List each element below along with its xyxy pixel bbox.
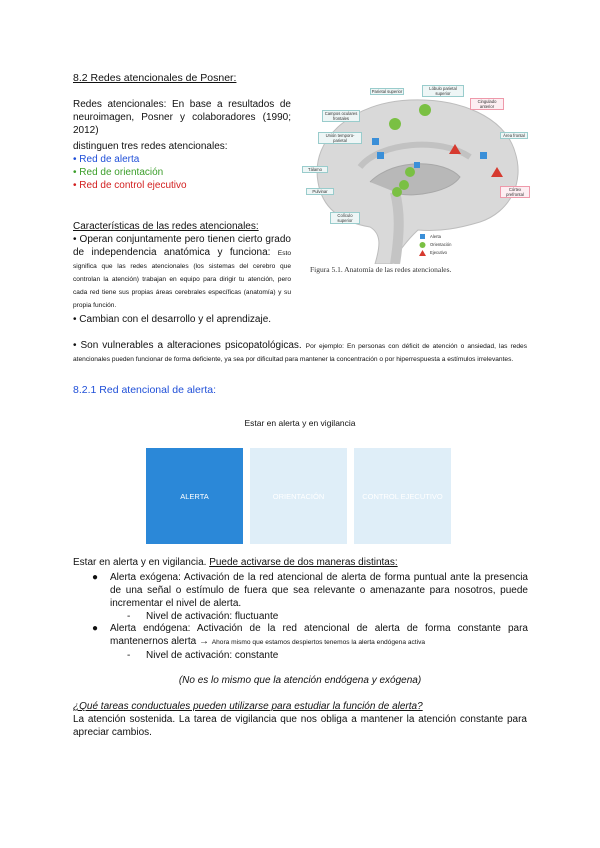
box-alerta: ALERTA (146, 448, 243, 544)
exogena-level: Nivel de activación: fluctuante (146, 611, 279, 622)
label-cortex-prefrontal: Córtex prefrontal (500, 186, 530, 198)
characteristics-item-3-note: Por ejemplo: En personas con déficit de atención o ansiedad, las redes atencionales pueden funcionar de forma deficiente, ya sea por dificultad para mantener la concentración o por hiperrespuesta a estímulos irrelevantes. (73, 343, 527, 363)
label-coliculo: Colículo superior (330, 212, 360, 224)
alerta-marker (414, 162, 420, 168)
network-orientacion: • Red de orientación (73, 167, 164, 178)
body-lead-underlined: Puede activarse de dos maneras distintas: (209, 557, 398, 568)
body-lead (73, 556, 398, 569)
label-parietal-superior: Parietal superior (371, 89, 403, 94)
subsection-title: 8.2.1 Red atencional de alerta: (73, 384, 217, 396)
legend-ejecutivo: Ejecutivo (430, 250, 447, 255)
endogena-level: Nivel de activación: constante (146, 650, 279, 661)
legend-alerta: Alerta (430, 234, 441, 239)
orientacion-marker (389, 118, 401, 130)
characteristics-item-3 (73, 339, 527, 365)
body-lead-text: Estar en alerta y en vigilancia. (73, 557, 207, 568)
label-area-frontal: Área frontal (500, 132, 528, 139)
legend-orientacion: Orientación (430, 242, 452, 247)
sub-bullet-dash: - (127, 650, 131, 661)
network-control: • Red de control ejecutivo (73, 180, 187, 191)
characteristics-item-1 (73, 233, 291, 311)
answer: La atención sostenida. La tarea de vigilancia que nos obliga a mantener la atención constante para apreciar cambios. (73, 714, 527, 738)
label-cingulado: Cingulado anterior (470, 98, 504, 110)
alerta-marker (372, 138, 379, 145)
figure-caption: Figura 5.1. Anatomía de las redes atencionales. (310, 265, 452, 274)
section-title: 8.2 Redes atencionales de Posner: (73, 72, 237, 84)
orientacion-marker (405, 167, 415, 177)
box-control-ejecutivo: CONTROL EJECUTIVO (354, 448, 451, 544)
diagram-title: Estar en alerta y en vigilancia (244, 418, 356, 428)
legend-ejecutivo-swatch (419, 250, 426, 256)
brain-figure (300, 82, 530, 264)
alerta-exogena: Alerta exógena: Activación de la red atencional de alerta de forma puntual ante la presencia de una señal o estímulo de fuera que sea relevante o amenazante para nosotros, puede incrementar el nivel de alerta. (110, 572, 528, 609)
note-italic: (No es lo mismo que la atención endógena y exógena) (178, 675, 422, 686)
legend-orientacion-swatch (420, 242, 426, 248)
bullet-dot: ● (92, 623, 99, 634)
label-pulvinar: Pulvinar (306, 188, 334, 195)
legend-alerta-swatch (420, 234, 425, 239)
label-talamo: Tálamo (302, 166, 328, 173)
alerta-endogena-main: Alerta endógena: Activación de la red atencional de alerta de forma constante para mantenernos alerta → (110, 623, 528, 647)
characteristics-item-1-note: Esto significa que las redes atencionales (los sistemas del cerebro que controlan la atención) trabajan en equipo para dirigir tu atención, pero cada red tiene sus propias áreas cerebrales específicas (anatomía) y su propia función. (73, 250, 291, 309)
box-orientacion: ORIENTACIÓN (250, 448, 347, 544)
bullet-dot: ● (92, 572, 99, 583)
label-lobulo-parietal: Lóbulo parietal superior (422, 85, 464, 97)
intro-distinguish: distinguen tres redes atencionales: (73, 141, 228, 152)
alerta-endogena (110, 622, 528, 648)
characteristics-item-2: • Cambian con el desarrollo y el aprendizaje. (73, 314, 272, 325)
alerta-marker (480, 152, 487, 159)
alerta-endogena-note: Ahora mismo que estamos despiertos tenemos la alerta endógena activa (211, 639, 426, 646)
sub-bullet-dash: - (127, 611, 131, 622)
alerta-marker (377, 152, 384, 159)
characteristics-item-1-main: • Operan conjuntamente pero tienen cierto grado de independencia anatómica y funciona: (73, 234, 291, 258)
orientacion-marker (419, 104, 431, 116)
characteristics-item-3-main: • Son vulnerables a alteraciones psicopatológicas. (73, 340, 302, 351)
characteristics-title: Características de las redes atencionales: (73, 221, 259, 232)
question: ¿Qué tareas conductuales pueden utilizarse para estudiar la función de alerta? (73, 701, 423, 712)
label-union-tp: Unión temporo-parietal (318, 132, 362, 144)
network-alerta: • Red de alerta (73, 154, 140, 165)
orientacion-marker (392, 187, 402, 197)
label-campos-oculares: Campos oculares frontales (322, 110, 360, 122)
intro-paragraph: Redes atencionales: En base a resultados de neuroimagen, Posner y colaboradores (1990; 2012) (73, 99, 291, 136)
